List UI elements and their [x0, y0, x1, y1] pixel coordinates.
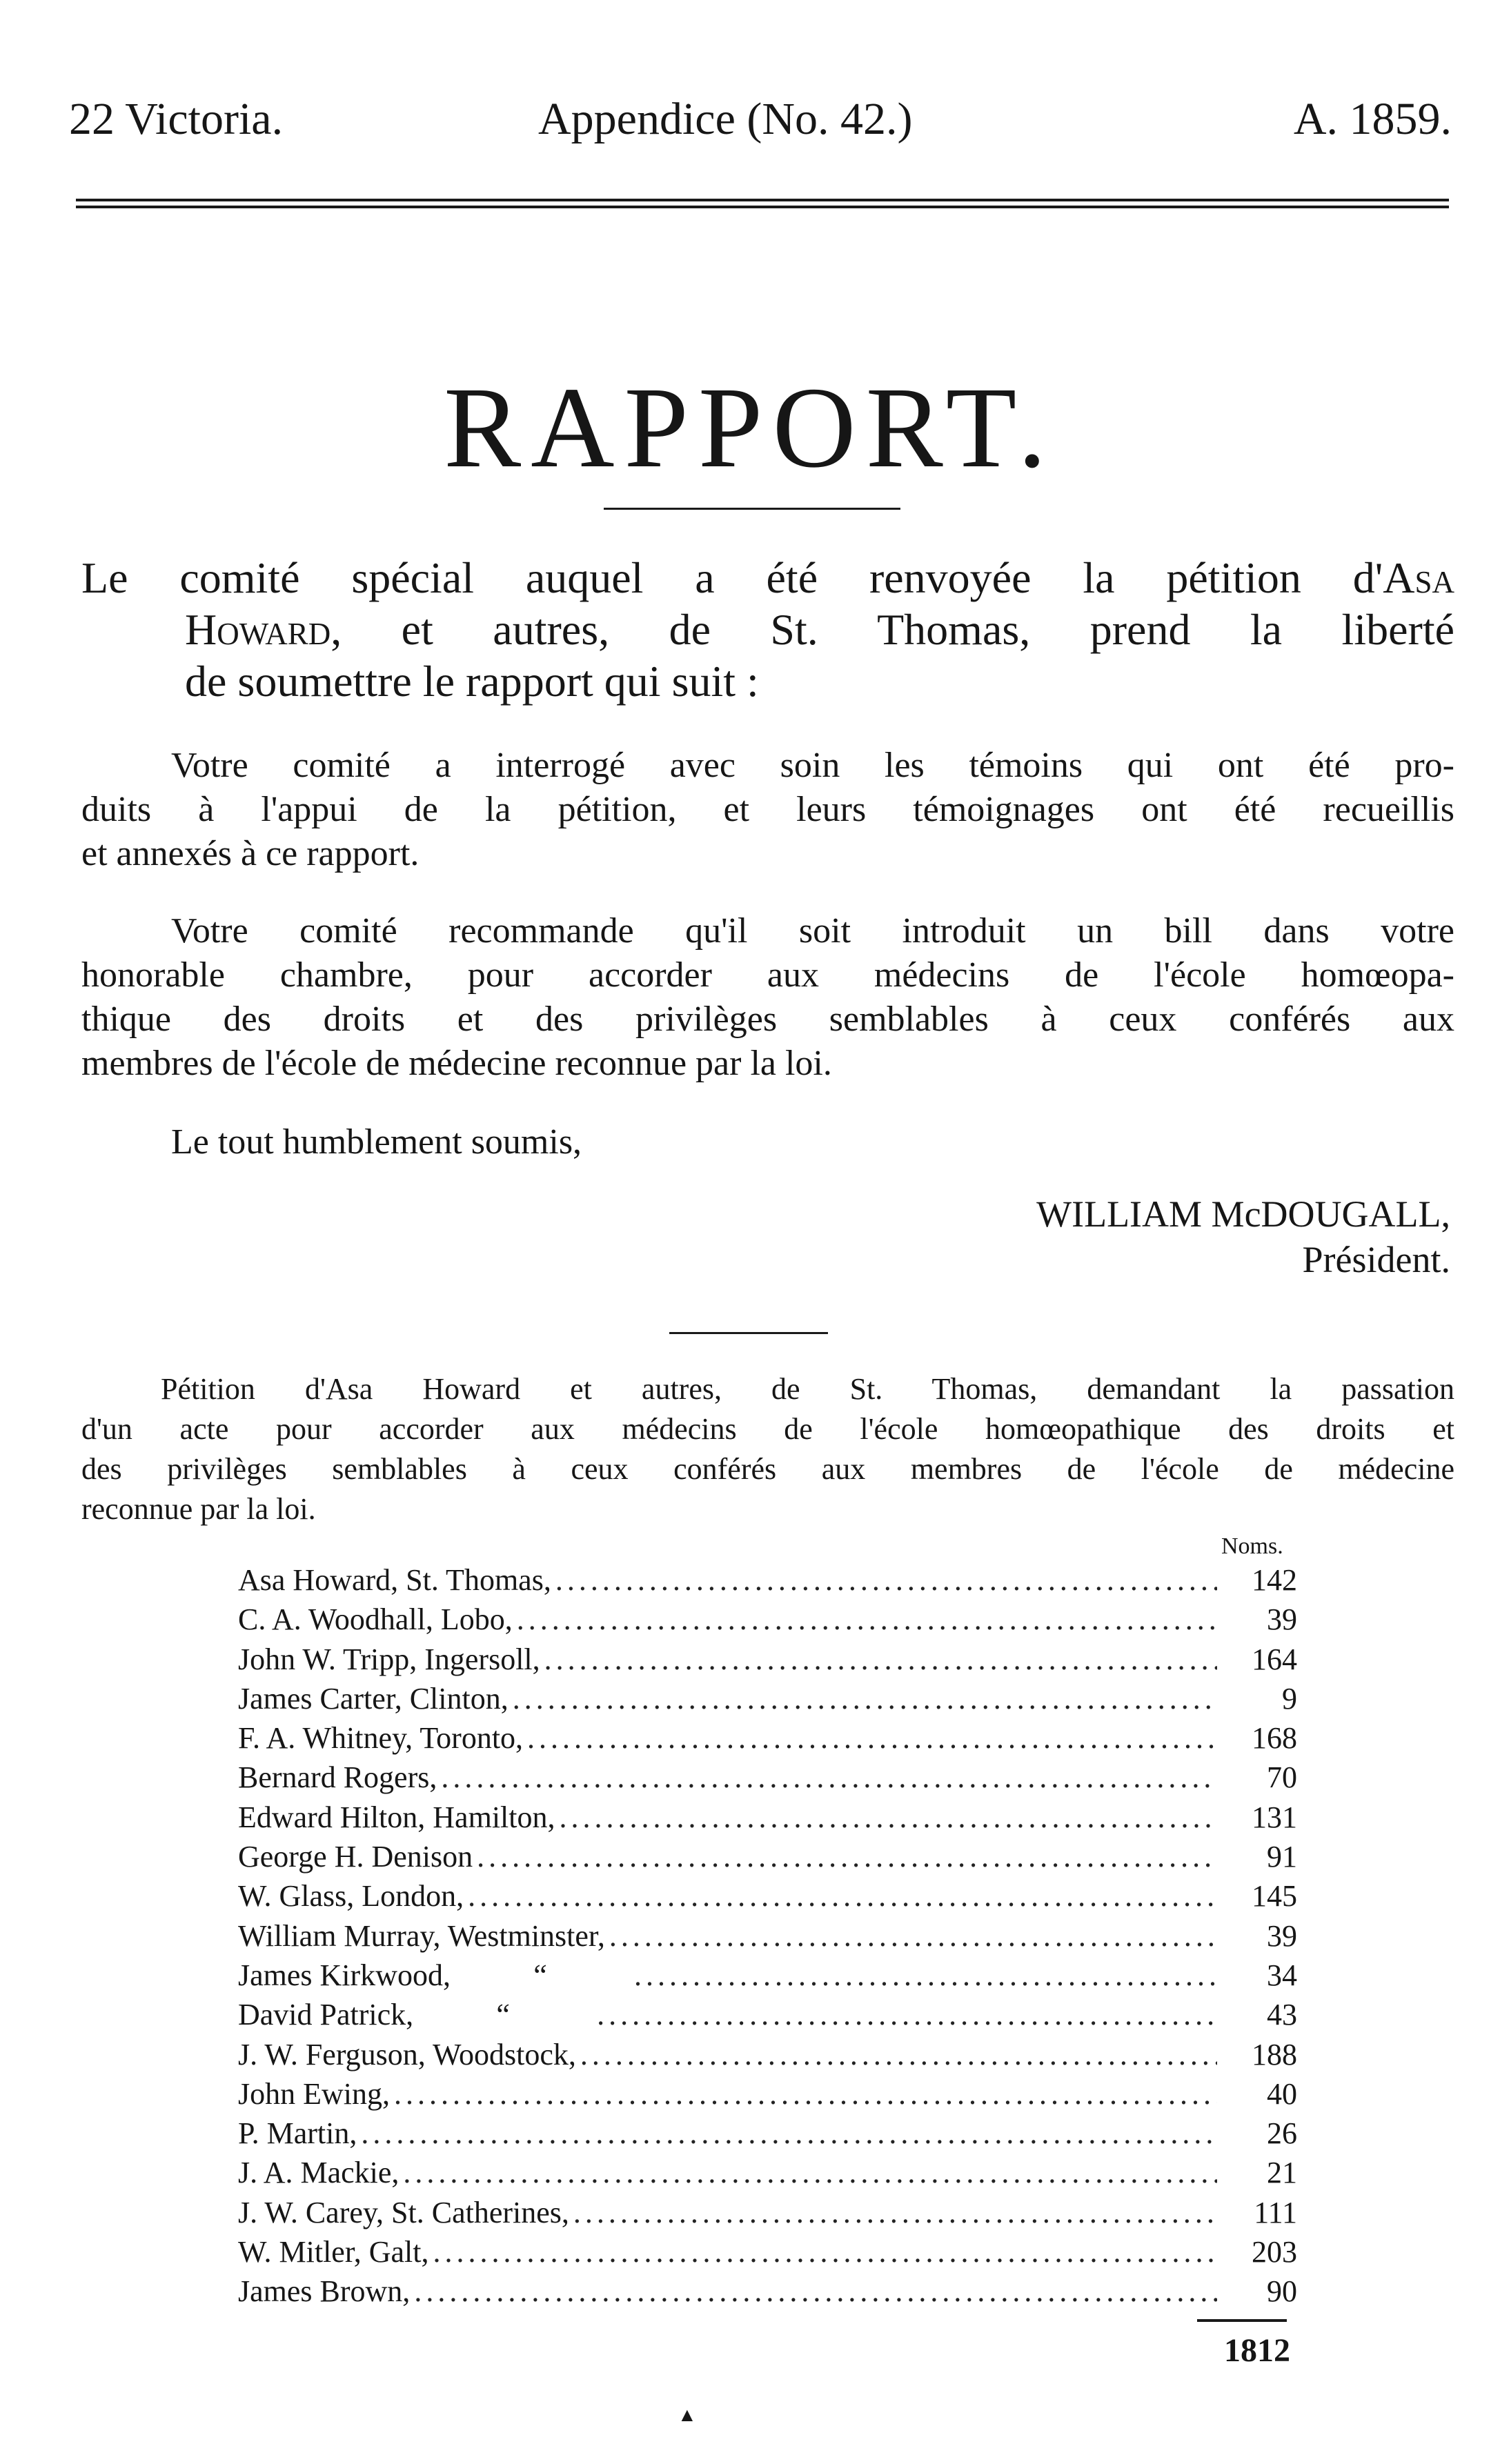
- signatories-list: [238, 1560, 1297, 2312]
- header-year: A. 1859.: [1293, 94, 1452, 144]
- petition-line: d'un acte pour accorder aux médecins de l'école homœopathique des droits et: [81, 1412, 1454, 1446]
- signature-count: 111: [1254, 2195, 1297, 2229]
- signatory-row: [238, 1679, 1297, 1718]
- signatory-name: F. A. Whitney, Toronto,: [238, 1721, 524, 1756]
- petition-summary: [81, 1369, 1454, 1529]
- signatory-row: [238, 2272, 1297, 2311]
- signatory-row: [238, 1916, 1297, 1956]
- header-double-rule: [76, 199, 1449, 208]
- total-rule: [1197, 2319, 1287, 2322]
- signatory-row: [238, 1600, 1297, 1639]
- paragraph-line: honorable chambre, pour accorder aux médecins de l'école homœopa-: [81, 955, 1454, 995]
- signatory-row: [238, 1560, 1297, 1600]
- dot-leader: [580, 2035, 1217, 2074]
- signatory-name: J. A. Mackie,: [238, 2156, 399, 2190]
- signatory-name: John W. Tripp, Ingersoll,: [238, 1642, 540, 1676]
- signature-count: 21: [1267, 2156, 1297, 2190]
- signatory-row: [238, 2232, 1297, 2272]
- signature-count: 34: [1267, 1958, 1297, 1992]
- page-title: RAPPORT.: [444, 364, 1056, 492]
- signature-count: 90: [1267, 2274, 1297, 2309]
- signature-mark: ▲: [678, 2405, 697, 2426]
- dot-leader: [513, 1679, 1217, 1718]
- signature-count: 40: [1267, 2076, 1297, 2111]
- report-paragraph-1: [81, 744, 1454, 876]
- signatory-row: [238, 1995, 1297, 2034]
- dot-leader: [468, 1876, 1217, 1916]
- paragraph-line: membres de l'école de médecine reconnue par la loi.: [81, 1044, 832, 1083]
- signatures-column-header: Noms.: [1221, 1533, 1283, 1559]
- signature-count: 43: [1267, 1998, 1297, 2032]
- dot-leader: [433, 2232, 1217, 2272]
- signatory-name: David Patrick,: [238, 1998, 414, 2032]
- signatory-row: [238, 2153, 1297, 2192]
- signature-count: 9: [1282, 1681, 1297, 1716]
- paragraph-line: thique des droits et des privilèges semblables à ceux conférés aux: [81, 1000, 1454, 1039]
- paragraph-line: Votre comité a interrogé avec soin les témoins qui ont été pro-: [171, 746, 1454, 785]
- petition-line: Pétition d'Asa Howard et autres, de St. Thomas, demandant la passation: [161, 1372, 1454, 1406]
- signatory-row: [238, 1956, 1297, 1995]
- signature-count: 168: [1252, 1721, 1297, 1756]
- signatory-name: Asa Howard, St. Thomas,: [238, 1563, 551, 1597]
- signatory-name: W. Glass, London,: [238, 1879, 464, 1914]
- dot-leader: [517, 1600, 1217, 1639]
- signatory-name: James Kirkwood,: [238, 1958, 451, 1992]
- petition-line: des privilèges semblables à ceux conférés aux membres de l'école de médecine: [81, 1452, 1454, 1486]
- signatory-name: WILLIAM McDOUGALL,: [1036, 1193, 1450, 1235]
- dot-leader: [394, 2074, 1217, 2114]
- signature-count: 203: [1252, 2235, 1297, 2269]
- dot-leader: [544, 1640, 1217, 1679]
- dot-leader: [403, 2153, 1217, 2192]
- dot-leader: [573, 2193, 1217, 2232]
- signature-count: 164: [1252, 1642, 1297, 1676]
- paragraph-line: Votre comité recommande qu'il soit introduit un bill dans votre: [171, 911, 1454, 951]
- signatory-title: Président.: [1302, 1239, 1450, 1280]
- closing-phrase: Le tout humblement soumis,: [171, 1122, 582, 1162]
- signature-count: 70: [1267, 1760, 1297, 1795]
- signatory-name: James Carter, Clinton,: [238, 1681, 509, 1716]
- signatory-row: [238, 1798, 1297, 1837]
- report-paragraph-2: [81, 909, 1454, 1086]
- dot-leader: [560, 1798, 1218, 1837]
- signatory-row: [238, 2035, 1297, 2074]
- signatory-name: P. Martin,: [238, 2116, 357, 2151]
- signature-count: 39: [1267, 1918, 1297, 1953]
- dot-leader: [555, 1560, 1217, 1600]
- title-rule: [604, 508, 900, 510]
- intro-line-2: Howard, et autres, de St. Thomas, prend la liberté: [185, 605, 1454, 654]
- ditto-mark: “: [533, 1958, 547, 1992]
- section-rule: [669, 1332, 828, 1334]
- report-introduction: [81, 552, 1454, 707]
- dot-leader: [527, 1718, 1217, 1758]
- dot-leader: [634, 1956, 1217, 1995]
- signatory-name: C. A. Woodhall, Lobo,: [238, 1602, 513, 1637]
- signatory-row: [238, 1640, 1297, 1679]
- dot-leader: [597, 1995, 1217, 2034]
- ditto-mark: “: [496, 1998, 510, 2032]
- signatory-row: [238, 1837, 1297, 1876]
- intro-line-3: de soumettre le rapport qui suit :: [185, 657, 759, 706]
- petition-line: reconnue par la loi.: [81, 1492, 316, 1526]
- paragraph-line: et annexés à ce rapport.: [81, 834, 420, 873]
- signatory-row: [238, 2074, 1297, 2114]
- signatory-name: William Murray, Westminster,: [238, 1918, 605, 1953]
- signature-count: 142: [1252, 1563, 1297, 1597]
- signatory-name: John Ewing,: [238, 2076, 390, 2111]
- signature-block: [1036, 1191, 1450, 1282]
- signatory-name: James Brown,: [238, 2274, 411, 2309]
- signature-count: 26: [1267, 2116, 1297, 2151]
- signatory-name: George H. Denison: [238, 1840, 473, 1874]
- intro-line-1: Le comité spécial auquel a été renvoyée la pétition d'Asa: [81, 553, 1454, 602]
- signatory-name: Edward Hilton, Hamilton,: [238, 1800, 555, 1834]
- signatory-name: W. Mitler, Galt,: [238, 2235, 429, 2269]
- signatures-total: 1812: [1224, 2332, 1290, 2369]
- signature-count: 131: [1252, 1800, 1297, 1834]
- signatory-name: J. W. Carey, St. Catherines,: [238, 2195, 569, 2229]
- signatory-row: [238, 2193, 1297, 2232]
- dot-leader: [477, 1837, 1217, 1876]
- running-header: [69, 88, 1452, 150]
- signatory-name: J. W. Ferguson, Woodstock,: [238, 2037, 576, 2071]
- paragraph-line: duits à l'appui de la pétition, et leurs témoignages ont été recueillis: [81, 790, 1454, 829]
- dot-leader: [441, 1758, 1217, 1797]
- signatory-name: Bernard Rogers,: [238, 1760, 437, 1795]
- dot-leader: [361, 2114, 1217, 2153]
- header-session: 22 Victoria.: [69, 94, 284, 144]
- signatory-row: [238, 1718, 1297, 1758]
- signature-count: 39: [1267, 1602, 1297, 1637]
- dot-leader: [609, 1916, 1217, 1956]
- signatory-row: [238, 1758, 1297, 1797]
- signatory-row: [238, 1876, 1297, 1916]
- signature-count: 145: [1252, 1879, 1297, 1914]
- header-appendix: Appendice (No. 42.): [538, 94, 913, 144]
- dot-leader: [414, 2272, 1217, 2311]
- signatory-row: [238, 2114, 1297, 2153]
- signature-count: 188: [1252, 2037, 1297, 2071]
- signature-count: 91: [1267, 1840, 1297, 1874]
